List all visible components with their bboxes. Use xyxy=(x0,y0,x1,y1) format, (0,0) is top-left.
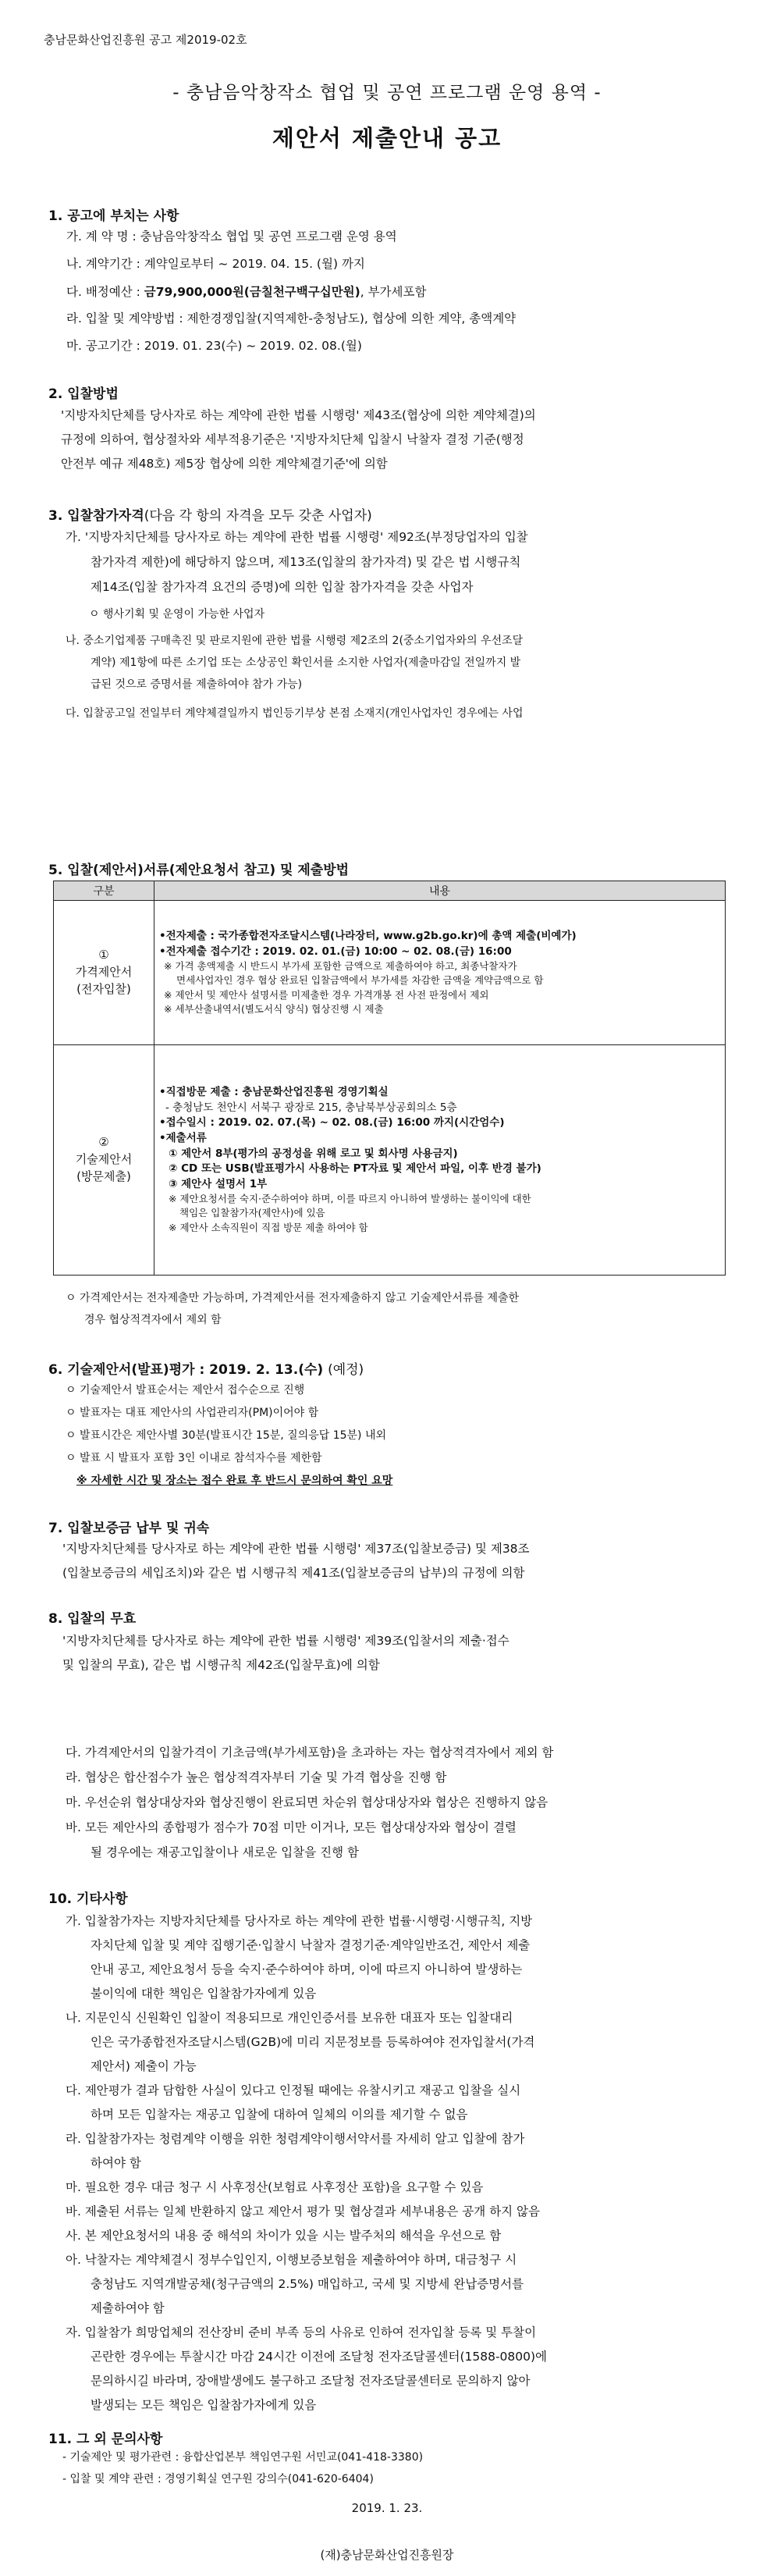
s3-b-line: 계약) 제1항에 따른 소기업 또는 소상공인 확인서를 소지한 사업자(제출마감일 전일까지 발 xyxy=(91,656,521,669)
s10-line: 발생되는 모든 책임은 입찰참가자에게 있음 xyxy=(91,2398,317,2412)
s11-contact: - 입찰 및 계약 관련 : 경영기획실 연구원 강의수(041-620-6404) xyxy=(62,2473,374,2485)
s10-line: 불이익에 대한 책임은 입찰참가자에게 있음 xyxy=(91,1987,317,2001)
content-line: ※ 세부산출내역서(별도서식 양식) 협상진행 시 제출 xyxy=(164,1002,384,1015)
s10-line: 자. 입찰참가 희망업체의 전산장비 준비 부족 등의 사유로 인하여 전자입찰 등록 및 투찰이 xyxy=(66,2325,537,2339)
announcement-number: 충남문화산업진흥원 공고 제2019-02호 xyxy=(44,33,247,47)
s2-line: 규정에 의하여, 협상절차와 세부적용기준은 '지방자치단체 입찰시 낙찰자 결정 기준(행정 xyxy=(61,432,524,447)
s3-heading-text: 3. 입찰참가자격 xyxy=(48,508,144,524)
project-subtitle: - 충남음악창작소 협업 및 공연 프로그램 운영 용역 - xyxy=(172,83,602,103)
s2-line: '지방자치단체를 당사자로 하는 계약에 관한 법률 시행령' 제43조(협상에 의한 계약체결)의 xyxy=(61,408,536,422)
budget-tail: , 부가세포함 xyxy=(360,285,427,299)
section-2-heading: 2. 입찰방법 xyxy=(48,386,119,402)
s6-item: ㅇ 발표자는 대표 제안사의 사업관리자(PM)이어야 함 xyxy=(66,1407,319,1419)
s10-line: 충청남도 지역개발공채(청구금액의 2.5%) 매입하고, 국세 및 지방세 완납증명서를 xyxy=(91,2277,524,2291)
s6-warning: ※ 자세한 시간 및 장소는 접수 완료 후 반드시 문의하여 확인 요망 xyxy=(76,1475,393,1487)
content-line: •전자제출 접수기간 : 2019. 02. 01.(금) 10:00 ~ 02. 08.(금) 16:00 xyxy=(159,945,512,958)
s10-line: 마. 필요한 경우 대금 청구 시 사후정산(보험료 사후정산 포함)을 요구할 수 있음 xyxy=(66,2180,484,2194)
type-number: ② xyxy=(98,1135,109,1150)
section-7-heading: 7. 입찰보증금 납부 및 귀속 xyxy=(48,1521,210,1536)
type-name: 가격제안서 xyxy=(75,965,133,980)
section-10-heading: 10. 기타사항 xyxy=(48,1891,128,1907)
issuing-organization: (재)충남문화산업진흥원장 xyxy=(320,2548,454,2562)
content-line: ※ 제안서 및 제안사 설명서를 미제출한 경우 가격개봉 전 사전 판정에서 제외 xyxy=(164,988,489,1001)
page-title: 제안서 제출안내 공고 xyxy=(272,125,502,151)
s7-line: (입찰보증금의 세입조치)와 같은 법 시행규칙 제41조(입찰보증금의 납부)의 규정에 의함 xyxy=(62,1566,525,1580)
s10-line: 바. 제출된 서류는 일체 반환하지 않고 제안서 평가 및 협상결과 세부내용은 공개 하지 않음 xyxy=(66,2204,541,2218)
content-line: •제출서류 xyxy=(159,1132,207,1145)
s10-line: 아. 낙찰자는 계약체결시 정부수입인지, 이행보증보험을 제출하여야 하며, 대금청구 시 xyxy=(66,2253,517,2267)
s1-item-method: 라. 입찰 및 계약방법 : 제한경쟁입찰(지역제한-충청남도), 협상에 의한 계약, 총액계약 xyxy=(66,311,517,326)
s6-item: ㅇ 발표 시 발표자 포함 3인 이내로 참석자수를 제한함 xyxy=(66,1452,322,1464)
budget-amount: 금79,900,000원(금칠천구백구십만원) xyxy=(144,285,360,299)
content-line: ③ 제안사 설명서 1부 xyxy=(169,1177,268,1190)
s10-line: 하여야 함 xyxy=(91,2156,141,2170)
content-line: •전자제출 : 국가종합전자조달시스템(나라장터, www.g2b.go.kr)에 총액 제출(비예가) xyxy=(159,930,577,943)
type-method: (전자입찰) xyxy=(76,981,131,996)
section-11-heading: 11. 그 외 문의사항 xyxy=(48,2432,163,2447)
s6-heading-note: (예정) xyxy=(328,1362,364,1378)
type-number: ① xyxy=(98,948,109,962)
s1-item-contract-name: 가. 계 약 명 : 충남음악창작소 협업 및 공연 프로그램 운영 용역 xyxy=(66,229,397,244)
s8-line: '지방자치단체를 당사자로 하는 계약에 관한 법률 시행령' 제39조(입찰서의 제출·접수 xyxy=(62,1634,509,1648)
s10-line: 나. 지문인식 신원확인 입찰이 적용되므로 개인인증서를 보유한 대표자 또는 입찰대리 xyxy=(66,2011,513,2025)
s6-item: ㅇ 발표시간은 제안사별 30분(발표시간 15분, 질의응답 15분) 내외 xyxy=(66,1429,387,1442)
content-line: ※ 가격 총액제출 시 반드시 부가세 포함한 금액으로 제출하여야 하고, 최종낙찰자가 xyxy=(164,960,517,973)
s10-line: 하며 모든 입찰자는 재공고 입찰에 대하여 일체의 이의를 제기할 수 없음 xyxy=(91,2108,468,2122)
s1-item-period: 나. 계약기간 : 계약일로부터 ~ 2019. 04. 15. (월) 까지 xyxy=(66,257,365,271)
s9-line: 라. 협상은 합산점수가 높은 협상적격자부터 기술 및 가격 협상을 진행 함 xyxy=(66,1770,447,1784)
s10-line: 제출하여야 함 xyxy=(91,2301,165,2315)
s3-a-line: 제14조(입찰 참가자격 요건의 증명)에 의한 입찰 참가자격을 갖춘 사업자 xyxy=(91,580,474,594)
content-line: 책임은 입찰참가자(제안사)에 있음 xyxy=(179,1207,325,1219)
section-5-heading: 5. 입찰(제안서)서류(제안요청서 참고) 및 제출방법 xyxy=(48,863,350,878)
s9-line: 다. 가격제안서의 입찰가격이 기초금액(부가세포함)을 초과하는 자는 협상적격자에서 제외 함 xyxy=(66,1745,554,1759)
s3-c-line: 다. 입찰공고일 전일부터 계약체결일까지 법인등기부상 본점 소재지(개인사업자인 경우에는 사업 xyxy=(66,707,524,720)
s10-line: 다. 제안평가 결과 담합한 사실이 있다고 인정될 때에는 유찰시키고 재공고 입찰을 실시 xyxy=(66,2083,521,2097)
s3-b-line: 급된 것으로 증명서를 제출하여야 참가 가능) xyxy=(91,678,303,691)
s6-heading-text: 6. 기술제안서(발표)평가 : 2019. 2. 13.(수) xyxy=(48,1362,324,1378)
s1-item-budget xyxy=(66,285,426,300)
type-name: 기술제안서 xyxy=(75,1152,133,1167)
s3-heading-note: (다음 각 항의 자격을 모두 갖춘 사업자) xyxy=(144,508,372,524)
section-8-heading: 8. 입찰의 무효 xyxy=(48,1611,137,1627)
section-1-heading: 1. 공고에 부치는 사항 xyxy=(48,208,179,224)
content-line: •접수일시 : 2019. 02. 07.(목) ~ 02. 08.(금) 16:00 까지(시간엄수) xyxy=(159,1116,505,1130)
s8-line: 및 입찰의 무효), 같은 법 시행규칙 제42조(입찰무효)에 의함 xyxy=(62,1658,380,1672)
s10-line: 가. 입찰참가자는 지방자치단체를 당사자로 하는 계약에 관한 법률·시행령·시행규칙, 지방 xyxy=(66,1914,533,1928)
s2-line: 안전부 예규 제48호) 제5장 협상에 의한 계약체결기준'에 의함 xyxy=(61,457,388,471)
s11-contact: - 기술제안 및 평가관련 : 융합산업본부 책임연구원 서민교(041-418-3380) xyxy=(62,2451,424,2464)
content-line: ① 제안서 8부(평가의 공정성을 위해 로고 및 회사명 사용금지) xyxy=(169,1147,458,1160)
s7-line: '지방자치단체를 당사자로 하는 계약에 관한 법률 시행령' 제37조(입찰보증금) 및 제38조 xyxy=(62,1542,530,1556)
type-method: (방문제출) xyxy=(76,1169,131,1183)
s9-line: 바. 모든 제안사의 종합평가 점수가 70점 미만 이거나, 모든 협상대상자와 협상이 결렬 xyxy=(66,1820,517,1834)
col-type-header: 구분 xyxy=(54,881,154,901)
budget-label: 다. 배정예산 : xyxy=(66,285,144,299)
s1-item-notice-period: 마. 공고기간 : 2019. 01. 23(수) ~ 2019. 02. 08.(월) xyxy=(66,339,362,353)
s3-a-line: 참가자격 제한)에 해당하지 않으며, 제13조(입찰의 참가자격) 및 같은 법 시행규칙 xyxy=(91,555,521,569)
content-line: 면세사업자인 경우 협상 완료된 입찰금액에서 부가세를 차감한 금액을 계약금액으로 함 xyxy=(176,974,544,987)
col-content-header: 내용 xyxy=(154,881,726,901)
s5-note-line: 경우 협상적격자에서 제외 함 xyxy=(84,1314,222,1326)
s10-line: 인은 국가종합전자조달시스템(G2B)에 미리 지문정보를 등록하여야 전자입찰서(가격 xyxy=(91,2035,535,2049)
row-tech-proposal-content xyxy=(154,1045,726,1276)
content-line: ※ 제안요청서를 숙지·준수하여야 하며, 이를 따르지 아니하여 발생하는 불이익에 대한 xyxy=(169,1193,531,1205)
content-line: ② CD 또는 USB(발표평가시 사용하는 PT자료 및 제안서 파일, 이후 반경 불가) xyxy=(169,1162,541,1176)
s5-note-line: ㅇ 가격제안서는 전자제출만 가능하며, 가격제안서를 전자제출하지 않고 기술제안서류를 제출한 xyxy=(66,1292,520,1304)
s10-line: 제안서) 제출이 가능 xyxy=(91,2059,197,2073)
announcement-date: 2019. 1. 23. xyxy=(351,2501,423,2515)
row-price-proposal-content xyxy=(154,901,726,1045)
content-line: - 충청남도 천안시 서북구 광장로 215, 충남북부상공회의소 5층 xyxy=(165,1101,457,1114)
section-6-heading xyxy=(48,1358,364,1378)
content-line: •직접방문 제출 : 충남문화산업진흥원 경영기획실 xyxy=(159,1086,389,1099)
s9-line: 될 경우에는 재공고입찰이나 새로운 입찰을 진행 함 xyxy=(91,1845,359,1859)
content-line: ※ 제안사 소속직원이 직접 방문 제출 하여야 함 xyxy=(169,1221,368,1233)
s10-line: 문의하시길 바라며, 장애발생에도 불구하고 조달청 전자조달콜센터로 문의하지 않아 xyxy=(91,2374,531,2388)
s9-line: 마. 우선순위 협상대상자와 협상진행이 완료되면 차순위 협상대상자와 협상은 진행하지 않음 xyxy=(66,1795,549,1809)
s10-line: 라. 입찰참가자는 청렴계약 이행을 위한 청렴계약이행서약서를 자세히 알고 입찰에 참가 xyxy=(66,2132,525,2146)
s3-a-line: 가. '지방자치단체를 당사자로 하는 계약에 관한 법률 시행령' 제92조(부정당업자의 입찰 xyxy=(66,530,528,544)
submission-table xyxy=(53,881,726,1276)
section-3-heading xyxy=(48,504,372,524)
s10-line: 사. 본 제안요청서의 내용 중 해석의 차이가 있을 시는 발주처의 해석을 우선으로 함 xyxy=(66,2229,502,2243)
s10-line: 안내 공고, 제안요청서 등을 숙지·준수하여야 하며, 이에 따르지 아니하여 발생하는 xyxy=(91,1962,523,1976)
s10-line: 자치단체 입찰 및 계약 집행기준·입찰시 낙찰자 결정기준·계약일반조건, 제안서 제출 xyxy=(91,1938,531,1952)
s6-item: ㅇ 기술제안서 발표순서는 제안서 접수순으로 진행 xyxy=(66,1384,305,1397)
row-tech-proposal-type xyxy=(54,1045,154,1276)
s3-b-line: 나. 중소기업제품 구매촉진 및 판로지원에 관한 법률 시행령 제2조의 2(중소기업자와의 우선조달 xyxy=(66,635,524,647)
s3-a-note: ㅇ 행사기획 및 운영이 가능한 사업자 xyxy=(89,608,265,621)
s10-line: 곤란한 경우에는 투찰시간 마감 24시간 이전에 조달청 전자조달콜센터(1588-0800)에 xyxy=(91,2350,548,2364)
row-price-proposal-type xyxy=(54,901,154,1045)
